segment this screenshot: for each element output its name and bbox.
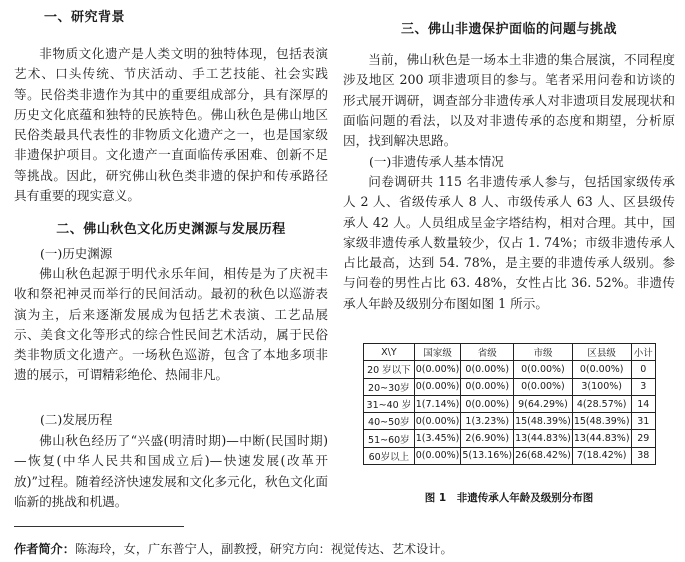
subsection-inheritors-heading: (一)非遗传承人基本情况 bbox=[369, 154, 504, 169]
table-cell: 2(6.90%) bbox=[461, 430, 514, 447]
table-header-cell: 省级 bbox=[461, 344, 514, 361]
table-cell: 13(44.83%) bbox=[514, 430, 573, 447]
table-cell: 60岁以上 bbox=[364, 447, 415, 464]
table-row bbox=[364, 395, 656, 412]
section-1-paragraph: 非物质文化遗产是人类文明的独特体现，包括表演艺术、口头传统、节庆活动、手工艺技能、社会实践等。民俗类非遗作为其中的重要组成部分，具有深厚的历史文化底蕴和独特的民族特色。佛山秋色是佛山地区民俗类最具代表性的非物质文化遗产之一，也是国家级非遗保护项目。文化遗产一直面临传承困难、创新不足等挑战。因此，研究佛山秋色类非遗的保护和传承路径具有重要的现实意义。 bbox=[14, 46, 328, 204]
table-cell: 5(13.16%) bbox=[461, 447, 514, 464]
subsection-development-heading: (二)发展历程 bbox=[40, 412, 113, 427]
table-cell: 20 岁以下 bbox=[364, 361, 415, 378]
table-cell: 14 bbox=[631, 395, 655, 412]
subsection-history-heading: (一)历史渊源 bbox=[40, 246, 113, 261]
development-paragraph: 佛山秋色经历了“兴盛(明清时期)—中断(民国时期)—恢复(中华人民共和国成立后)—快速发展(改革开放)”过程。随着经济快速发展和文化多元化，秋色文化面临新的挑战和机遇。 bbox=[14, 433, 328, 509]
history-paragraph: 佛山秋色起源于明代永乐年间，相传是为了庆祝丰收和祭祀神灵而举行的民间活动。最初的秋色以巡游表演为主，后来逐渐发展成为包括艺术表演、工艺品展示、美食文化等形式的综合性民间艺术活动，属于民俗类非物质文化遗产。一场秋色巡游，包含了本地多项非遗的展示，可谓精彩绝伦、热闹非凡。 bbox=[14, 266, 328, 383]
table-cell: 1(7.14%) bbox=[414, 395, 461, 412]
table-cell: 13(44.83%) bbox=[572, 430, 631, 447]
table-cell: 0(0.00%) bbox=[514, 361, 573, 378]
table-cell: 38 bbox=[631, 447, 655, 464]
table-cell: 31 bbox=[631, 413, 655, 430]
table-cell: 1(3.45%) bbox=[414, 430, 461, 447]
table-cell: 3(100%) bbox=[572, 378, 631, 395]
table-cell: 9(64.29%) bbox=[514, 395, 573, 412]
author-note-label: 作者简介： bbox=[14, 542, 75, 556]
table-cell: 0(0.00%) bbox=[461, 361, 514, 378]
table-cell: 31~40 岁 bbox=[364, 395, 415, 412]
author-note bbox=[14, 540, 453, 557]
table-cell: 20~30岁 bbox=[364, 378, 415, 395]
footnote-divider bbox=[14, 526, 184, 527]
table-cell: 0 bbox=[631, 361, 655, 378]
section-1-heading: 一、研究背景 bbox=[44, 10, 126, 25]
table-cell: 29 bbox=[631, 430, 655, 447]
table-cell: 4(28.57%) bbox=[572, 395, 631, 412]
table-row bbox=[364, 430, 656, 447]
section-3-heading: 三、佛山非遗保护面临的问题与挑战 bbox=[400, 22, 617, 37]
table-cell: 7(18.42%) bbox=[572, 447, 631, 464]
table-row bbox=[364, 361, 656, 378]
table-cell: 0(0.00%) bbox=[414, 378, 461, 395]
figure-caption: 图 1 非遗传承人年龄及级别分布图 bbox=[424, 492, 594, 504]
table-cell: 51~60岁 bbox=[364, 430, 415, 447]
section-2-heading: 二、佛山秋色文化历史渊源与发展历程 bbox=[56, 222, 286, 237]
table-cell: 0(0.00%) bbox=[461, 395, 514, 412]
table-cell: 26(68.42%) bbox=[514, 447, 573, 464]
table-header-cell: 国家级 bbox=[414, 344, 461, 361]
section-3-paragraph: 当前，佛山秋色是一场本土非遗的集合展演，不同程度涉及地区 200 项非遗项目的参与。笔者采用问卷和访谈的形式展开调研，调查部分非遗传承人对非遗项目发展现状和面临问题的看法，以及对非遗传承的态度和期望，分析原因，找到解决思路。 bbox=[343, 52, 675, 149]
table-header-cell: X\Y bbox=[364, 344, 415, 361]
table-row bbox=[364, 413, 656, 430]
table-cell: 0(0.00%) bbox=[414, 361, 461, 378]
age-level-table bbox=[363, 343, 656, 465]
table-cell: 40~50岁 bbox=[364, 413, 415, 430]
table-cell: 0(0.00%) bbox=[414, 413, 461, 430]
table-row bbox=[364, 378, 656, 395]
table-cell: 3 bbox=[631, 378, 655, 395]
table-cell: 0(0.00%) bbox=[572, 361, 631, 378]
table-cell: 15(48.39%) bbox=[514, 413, 573, 430]
table-header-cell: 市级 bbox=[514, 344, 573, 361]
table-cell: 0(0.00%) bbox=[514, 378, 573, 395]
table-cell: 0(0.00%) bbox=[461, 378, 514, 395]
table-header-cell: 小计 bbox=[631, 344, 655, 361]
table-row bbox=[364, 447, 656, 464]
table-header-cell: 区县级 bbox=[572, 344, 631, 361]
table-cell: 15(48.39%) bbox=[572, 413, 631, 430]
author-note-text: 陈海玲，女，广东普宁人，副教授，研究方向：视觉传达、艺术设计。 bbox=[74, 542, 453, 556]
table-cell: 0(0.00%) bbox=[414, 447, 461, 464]
table-header-row bbox=[364, 344, 656, 361]
inheritors-paragraph: 问卷调研共 115 名非遗传承人参与，包括国家级传承人 2 人、省级传承人 8 人、市级传承人 63 人、区县级传承人 42 人。人员组成呈金字塔结构，相对合理。其中，国家级非遗传承人数量较少，仅占 1. 74%；市级非遗传承人占比最高，达到 54. 78%，是主要的非遗传承人级别。参与问卷的男性占比 63. 48%，女性占比 36. 52%。非遗传承人年龄及级别分布图如图 1 所示。 bbox=[343, 174, 675, 311]
table-cell: 1(3.23%) bbox=[461, 413, 514, 430]
